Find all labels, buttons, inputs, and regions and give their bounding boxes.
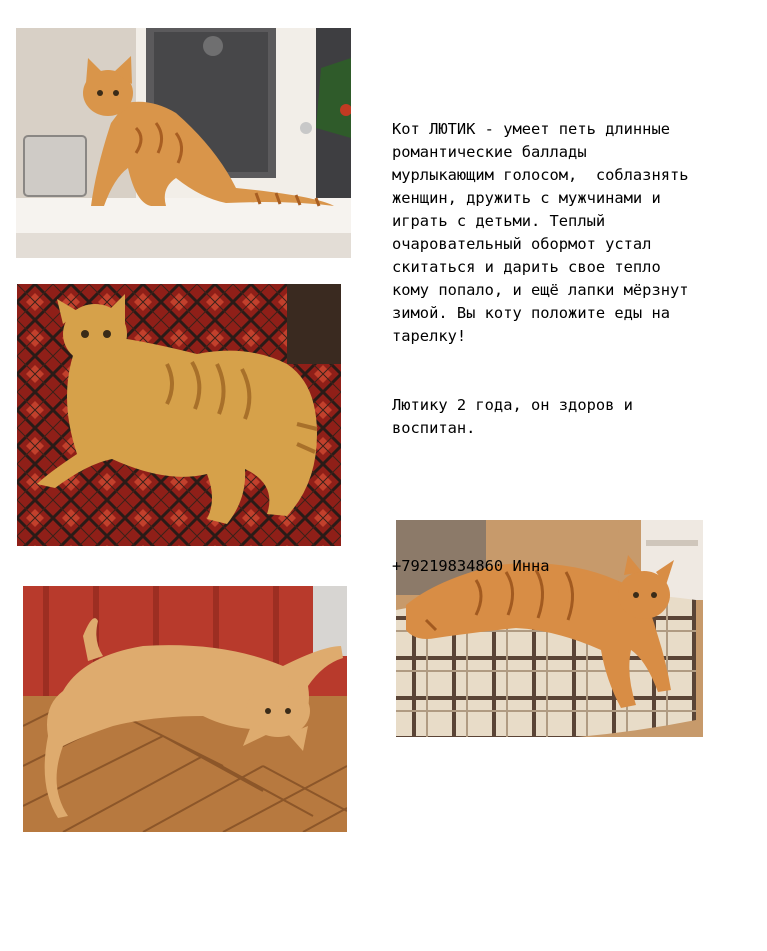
cat-parquet-image (23, 586, 347, 832)
photo-cat-parquet (23, 586, 347, 832)
contact-phone-name: +79219834860 Инна (392, 557, 550, 575)
description-main: Кот ЛЮТИК - умеет петь длинные романтические баллады мурлыкающим голосом, соблазнять женщин, дружить с мужчинами и играть с детьми. Теплый очаровательный обормот устал скитаться и дарить свое тепло кому попало, и ещё лапки мёрзнут зимой. Вы коту положите еды на тарелку! (392, 120, 698, 345)
spacer (392, 486, 692, 509)
photo-cat-red-carpet (17, 284, 341, 546)
description-age-health: Лютику 2 года, он здоров и воспитан. (392, 396, 643, 437)
cat-carpet-image (17, 284, 341, 546)
adoption-description (392, 72, 698, 601)
christmas-tree-decor (316, 58, 351, 138)
photo-cat-windowsill (16, 28, 351, 258)
cat-windowsill-image (16, 28, 351, 258)
